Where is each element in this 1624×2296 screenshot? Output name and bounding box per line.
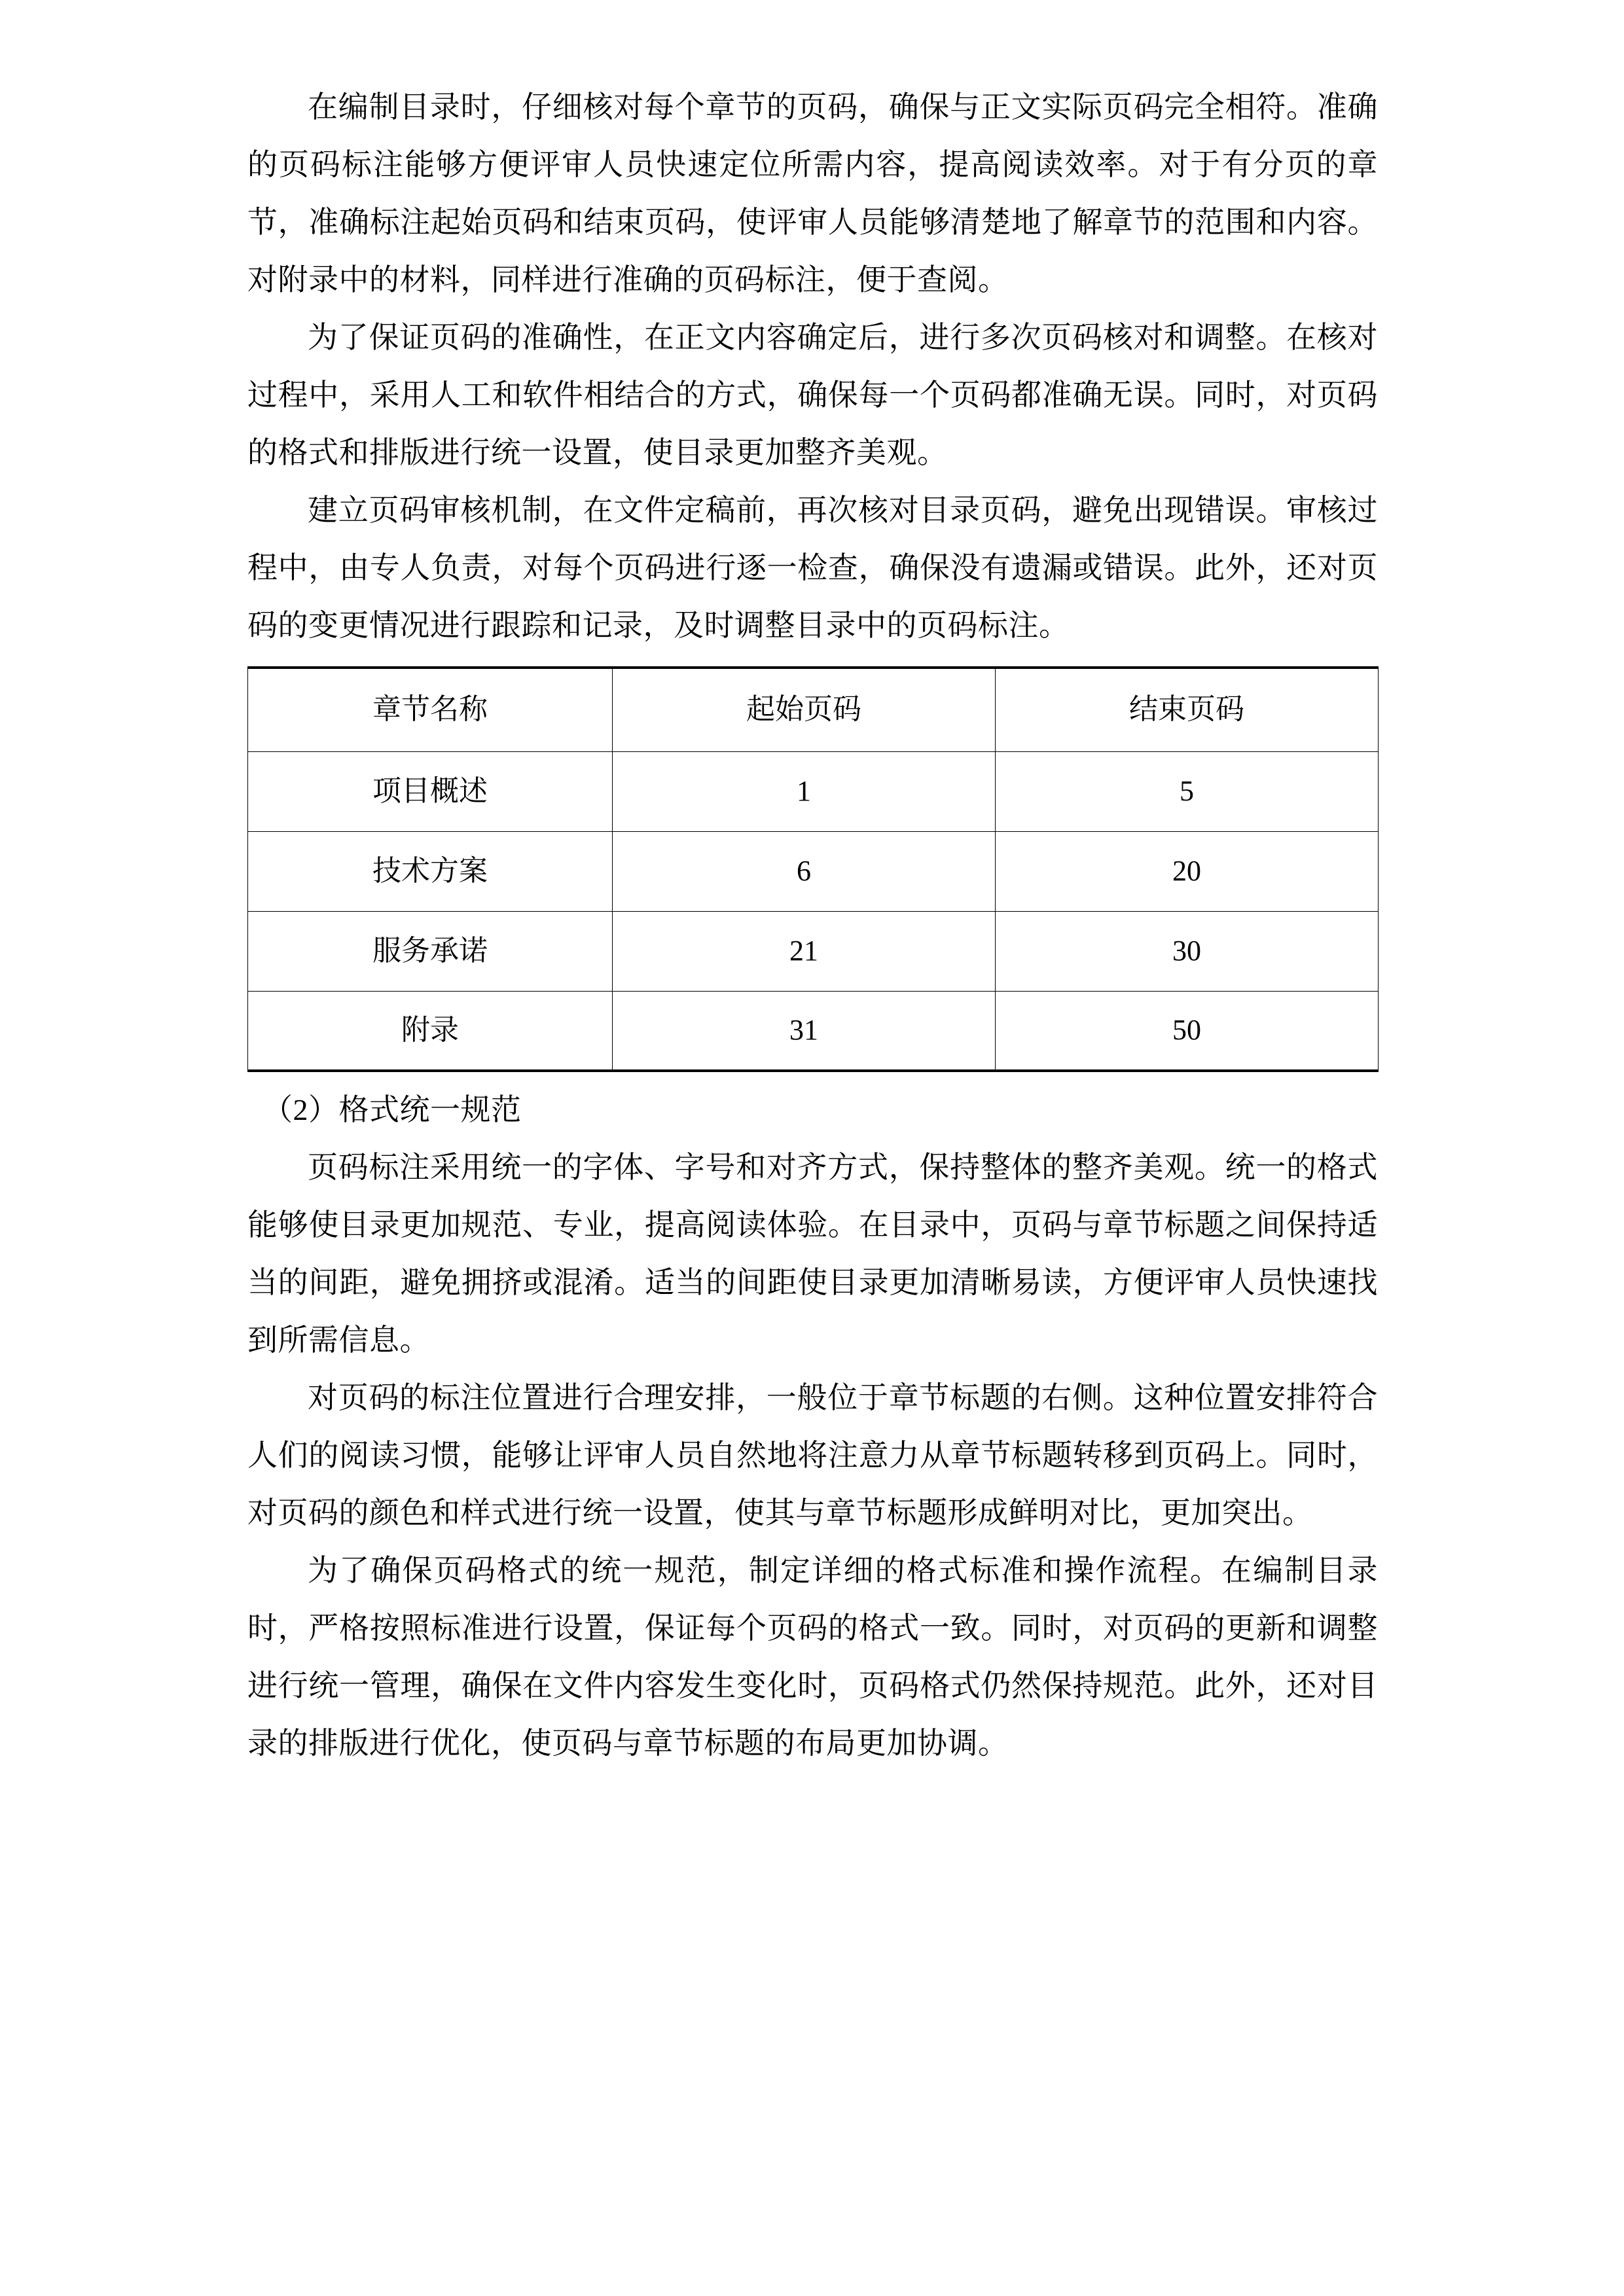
chapter-page-table (247, 666, 1379, 1072)
chapter-page-table-wrapper (247, 666, 1378, 1072)
table-cell-end-page: 20 (996, 831, 1379, 911)
table-cell-start-page: 21 (613, 911, 996, 991)
table-cell-end-page: 50 (996, 991, 1379, 1071)
table-header-end-page: 结束页码 (996, 668, 1379, 751)
table-cell-start-page: 31 (613, 991, 996, 1071)
table-cell-chapter-name: 技术方案 (248, 831, 613, 911)
table-cell-end-page: 30 (996, 911, 1379, 991)
table-cell-chapter-name: 附录 (248, 991, 613, 1071)
table-header-row (248, 668, 1379, 751)
table-cell-start-page: 6 (613, 831, 996, 911)
table-header-chapter-name: 章节名称 (248, 668, 613, 751)
paragraph-1: 在编制目录时，仔细核对每个章节的页码，确保与正文实际页码完全相符。准确的页码标注能够方便评审人员快速定位所需内容，提高阅读效率。对于有分页的章节，准确标注起始页码和结束页码，使评审人员能够清楚地了解章节的范围和内容。对附录中的材料，同样进行准确的页码标注，便于查阅。 (247, 90, 1378, 296)
table-row (248, 751, 1379, 831)
paragraph-6: 为了确保页码格式的统一规范，制定详细的格式标准和操作流程。在编制目录时，严格按照标准进行设置，保证每个页码的格式一致。同时，对页码的更新和调整进行统一管理，确保在文件内容发生变化时，页码格式仍然保持规范。此外，还对目录的排版进行优化，使页码与章节标题的布局更加协调。 (247, 1554, 1378, 1760)
paragraph-4: 页码标注采用统一的字体、字号和对齐方式，保持整体的整齐美观。统一的格式能够使目录更加规范、专业，提高阅读体验。在目录中，页码与章节标题之间保持适当的间距，避免拥挤或混淆。适当的间距使目录更加清晰易读，方便评审人员快速找到所需信息。 (247, 1151, 1378, 1357)
table-row (248, 911, 1379, 991)
table-row (248, 831, 1379, 911)
section-heading: （2）格式统一规范 (262, 1093, 522, 1126)
table-cell-end-page: 5 (996, 751, 1379, 831)
table-row (248, 991, 1379, 1071)
table-header-start-page: 起始页码 (613, 668, 996, 751)
page-content (247, 79, 1378, 1772)
table-cell-chapter-name: 服务承诺 (248, 911, 613, 991)
table-cell-start-page: 1 (613, 751, 996, 831)
paragraph-5: 对页码的标注位置进行合理安排，一般位于章节标题的右侧。这种位置安排符合人们的阅读习惯，能够让评审人员自然地将注意力从章节标题转移到页码上。同时，对页码的颜色和样式进行统一设置，使其与章节标题形成鲜明对比，更加突出。 (247, 1381, 1378, 1530)
paragraph-3: 建立页码审核机制，在文件定稿前，再次核对目录页码，避免出现错误。审核过程中，由专人负责，对每个页码进行逐一检查，确保没有遗漏或错误。此外，还对页码的变更情况进行跟踪和记录，及时调整目录中的页码标注。 (247, 493, 1378, 642)
table-cell-chapter-name: 项目概述 (248, 751, 613, 831)
paragraph-2: 为了保证页码的准确性，在正文内容确定后，进行多次页码核对和调整。在核对过程中，采用人工和软件相结合的方式，确保每一个页码都准确无误。同时，对页码的格式和排版进行统一设置，使目录更加整齐美观。 (247, 321, 1378, 469)
